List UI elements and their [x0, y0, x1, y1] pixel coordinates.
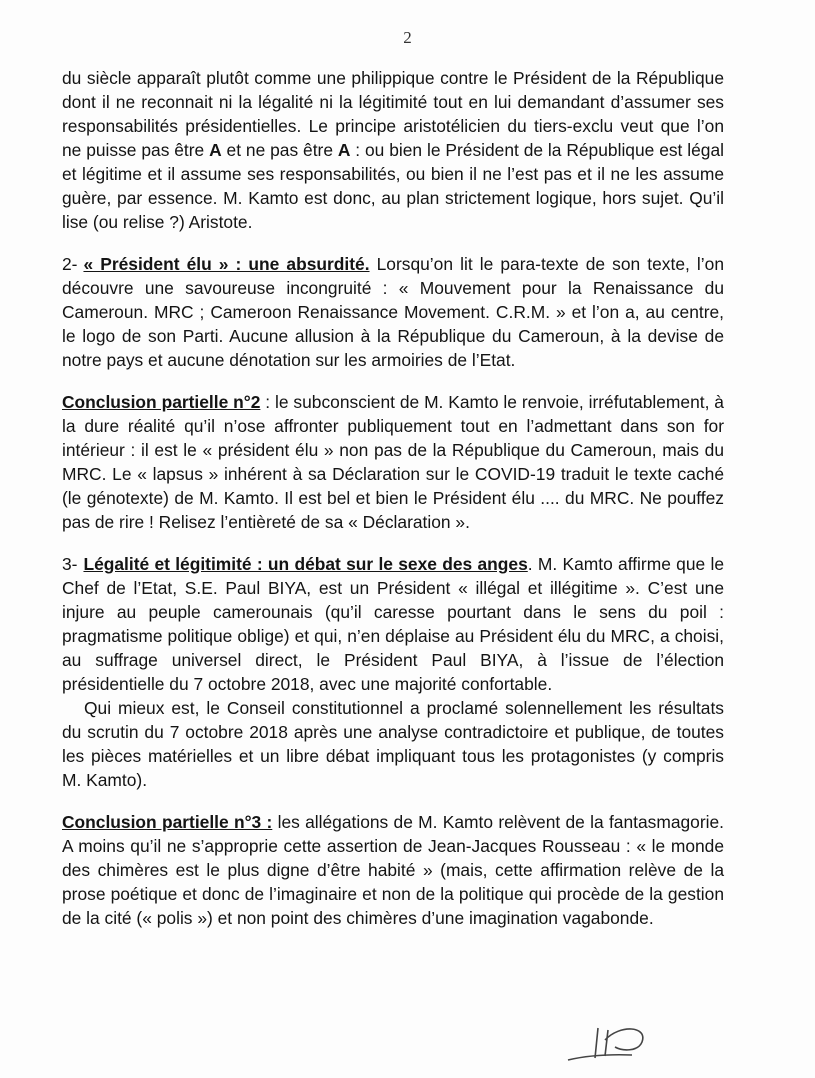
section-2-text: Lorsqu’on lit le para-texte de son texte, l’on découvre une savoureuse incongruité : « Mouvement pour la Renaissance du Cameroun. MRC ; Cameroon Renaissance Movement. C.R.M. » et l’on a, au centre, le logo de son Parti. Aucune allusion à la République du Cameroun, à la devise de notre pays et aucune dénotation sur les armoiries de l’Etat. — [62, 254, 724, 370]
section-3-number: 3- — [62, 554, 78, 574]
conclusion-2-text: : le subconscient de M. Kamto le renvoie, irréfutablement, à la dure réalité qu’il n’ose affronter publiquement tout en l’admettant dans son for intérieur : il est le « président élu » non pas de la République du Cameroun, mais du MRC. Le « lapsus » inhérent à sa Déclaration sur le COVID-19 traduit le texte caché (le génotexte) de M. Kamto. Il est bel et bien le Président élu .... du MRC. Ne pouffez pas de rire ! Relisez l’entièreté de sa « Déclaration ». — [62, 392, 724, 532]
intro-paragraph — [62, 66, 724, 234]
section-3-paragraph-2: Qui mieux est, le Conseil constitutionnel a proclamé solennellement les résultats du scrutin du 7 octobre 2018 après une analyse contradictoire et publique, de toutes les pièces matérielles et un libre débat impliquant tous les protagonistes (y compris M. Kamto). — [62, 698, 724, 790]
conclusion-3-heading: Conclusion partielle n°3 : — [62, 812, 273, 832]
page-number: 2 — [403, 28, 412, 47]
section-2-number: 2- — [62, 254, 78, 274]
section-3-heading: Légalité et légitimité : un débat sur le sexe des anges — [83, 554, 528, 574]
section-2-paragraph — [62, 252, 724, 372]
intro-text-2: et ne pas être — [221, 140, 338, 160]
intro-text-3: : ou bien le Président de la République est légal et légitime et il assume ses responsabilités, ou bien il ne l’est pas et il ne les assume guère, par essence. M. Kamto est donc, au plan strictement logique, hors sujet. Qu’il lise (ou relise ?) Aristote. — [62, 140, 725, 232]
handwritten-signature — [560, 1018, 670, 1068]
section-3-text: . M. Kamto affirme que le Chef de l’Etat, S.E. Paul BIYA, est un Président « illégal et illégitime ». C’est une injure au peuple camerounais (qu’il caresse pourtant dans le sens du poil : pragmatisme politique oblige) et qui, n’en déplaise au Président élu du MRC, a choisi, au suffrage universel direct, le Président Paul BIYA, à l’issue de l’élection présidentielle du 7 octobre 2018, avec une majorité confortable. — [62, 554, 724, 694]
conclusion-2-heading: Conclusion partielle n°2 — [62, 392, 261, 412]
intro-letter-a-1: A — [209, 140, 222, 160]
section-2-heading: « Président élu » : une absurdité. — [83, 254, 370, 274]
section-3-paragraph — [62, 552, 724, 696]
conclusion-3-paragraph — [62, 810, 724, 930]
conclusion-2-paragraph — [62, 390, 724, 534]
conclusion-3-text: les allégations de M. Kamto relèvent de la fantasmagorie. A moins qu’il ne s’approprie cette assertion de Jean-Jacques Rousseau : « le monde des chimères est le plus digne d’être habité » (mais, cette affirmation relève de la prose poétique et donc de l’imaginaire et non de la politique qui procède de la gestion de la cité (« polis ») et non point des chimères d’une imagination vagabonde. — [62, 812, 724, 928]
document-body — [62, 66, 724, 930]
intro-text-1: du siècle apparaît plutôt comme une philippique contre le Président de la République dont il ne reconnait ni la légalité ni la légitimité tout en lui demandant d’assumer ses responsabilités présidentielles. Le principe aristotélicien du tiers-exclu veut que l’on ne puisse pas être — [62, 68, 724, 160]
intro-letter-a-2: A — [337, 140, 351, 160]
